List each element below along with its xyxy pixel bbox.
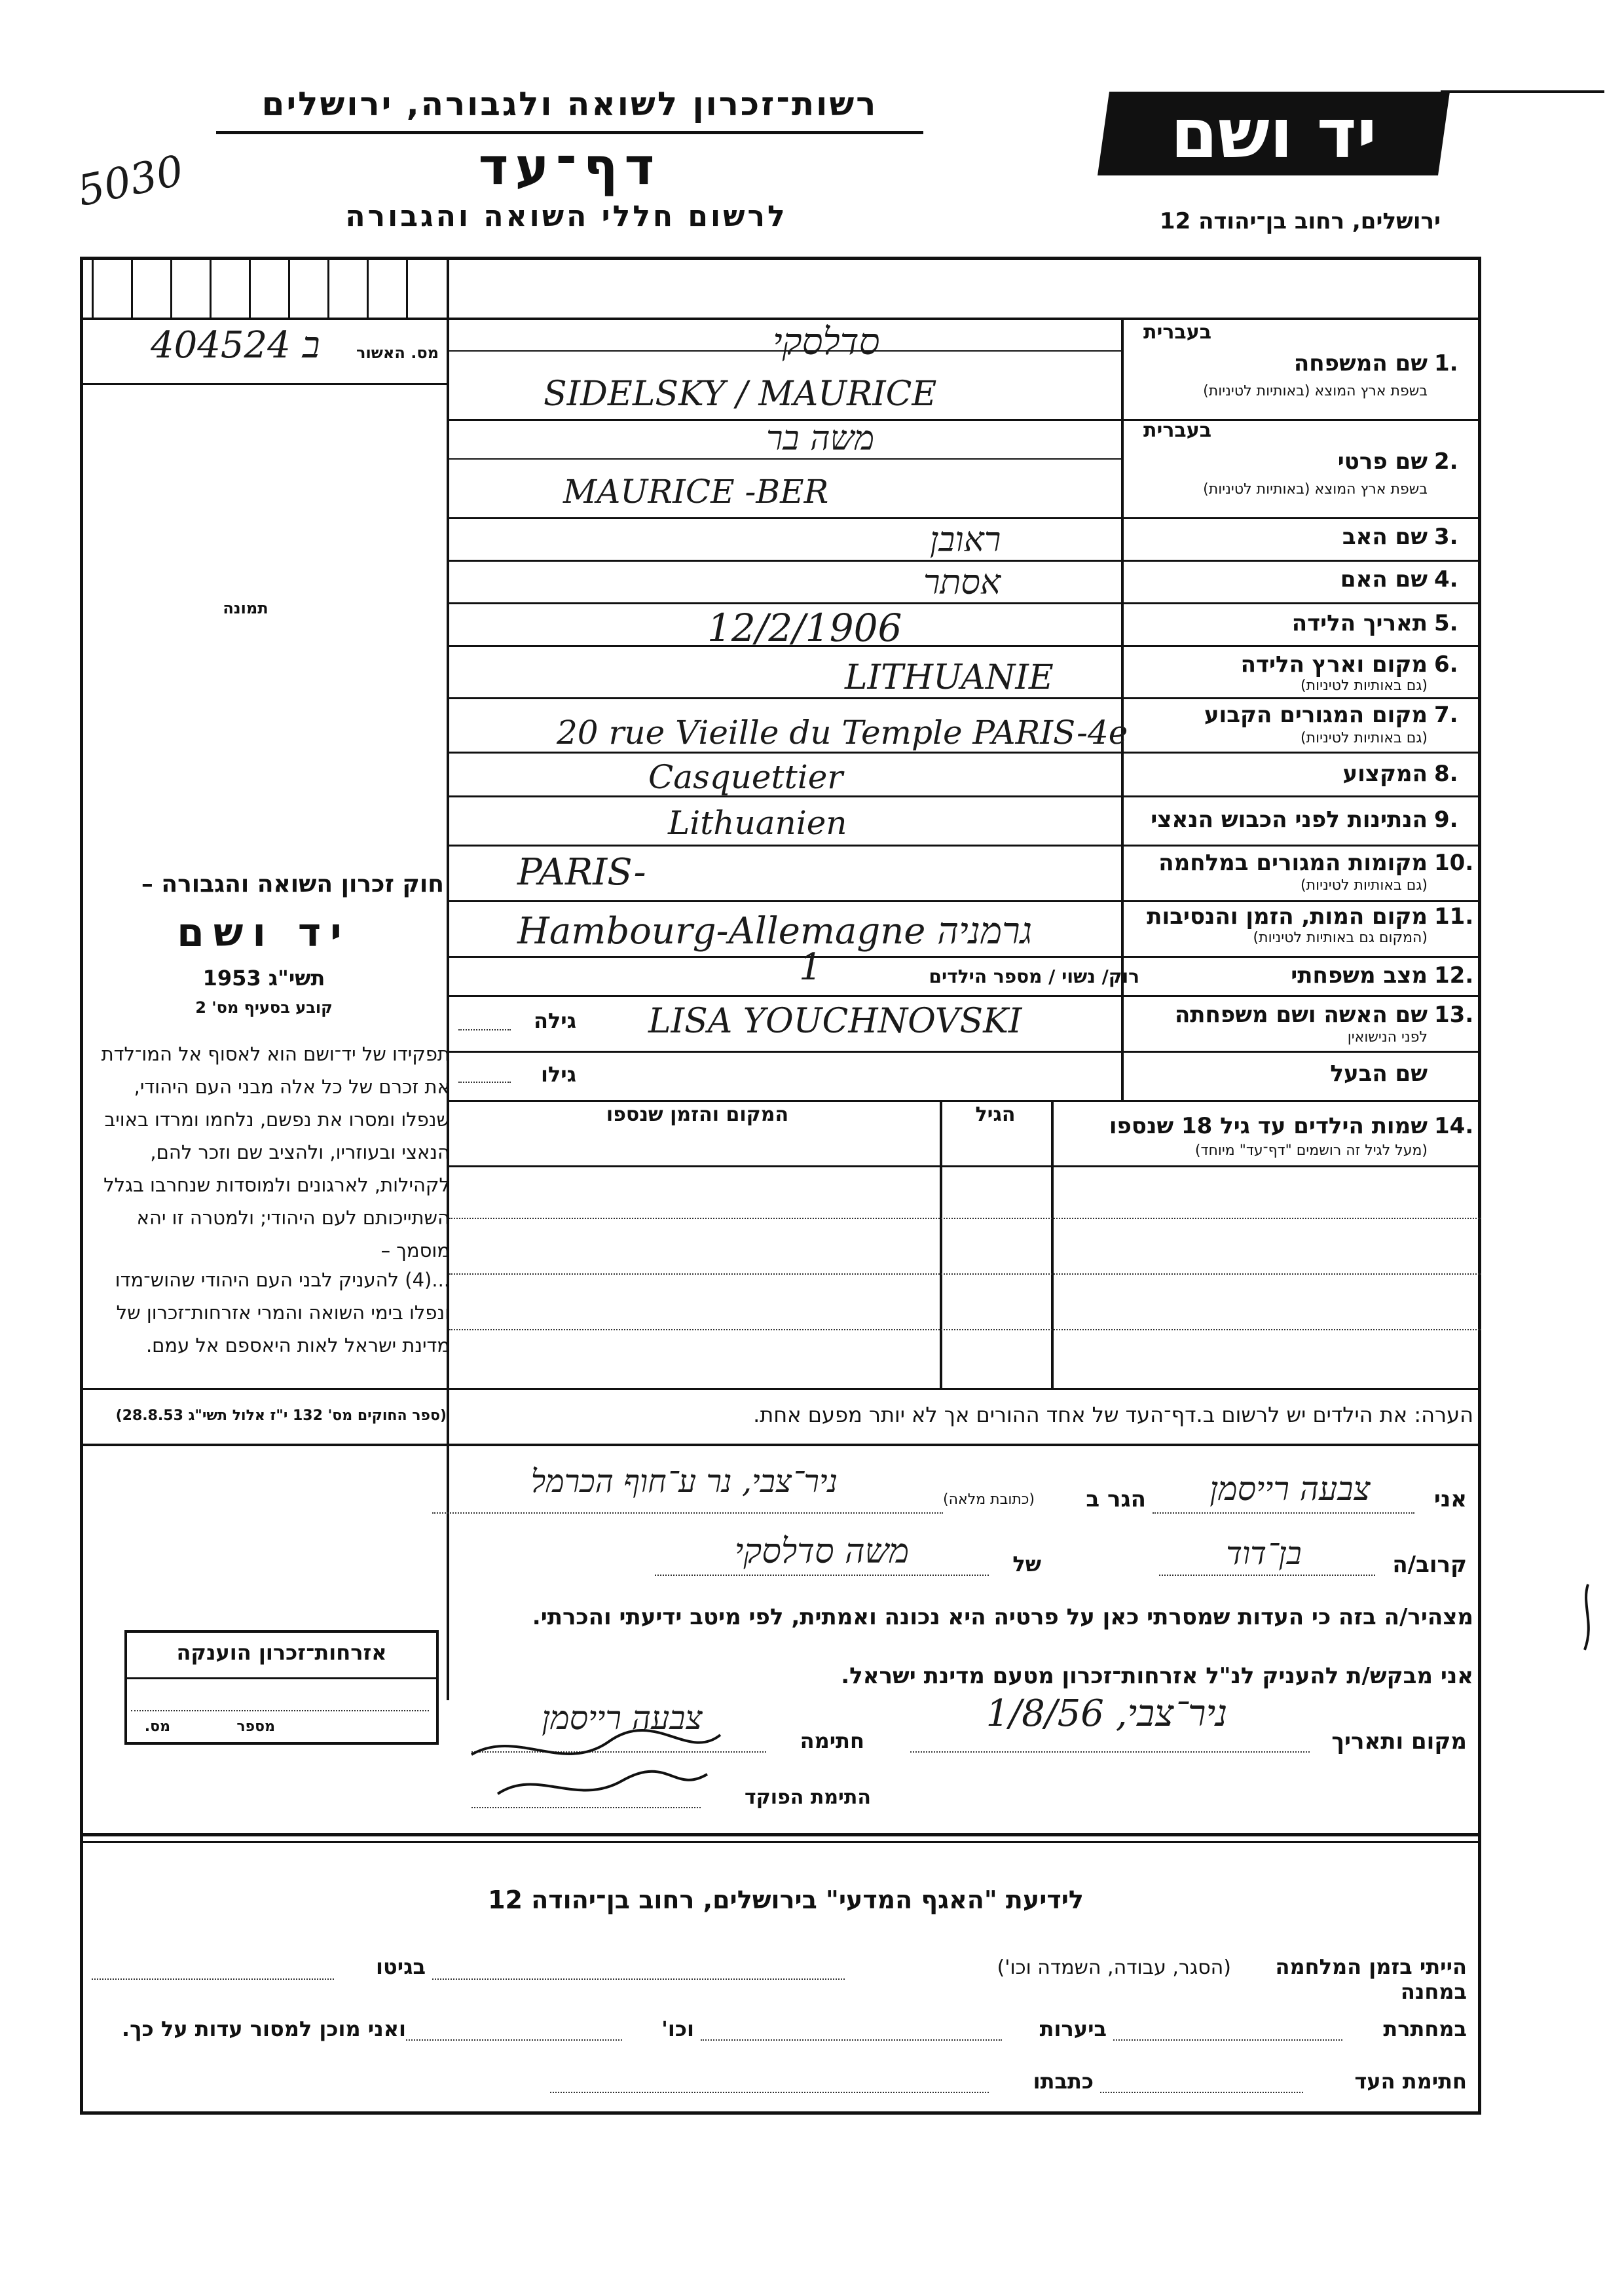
bottom-line2-c: וכו': [661, 2016, 694, 2041]
form-title: דף־עד: [478, 137, 661, 196]
row-line: [447, 602, 1481, 604]
row-13-number: 13.: [1434, 1002, 1474, 1028]
row-1-sub: בשפת ארץ המוצא (באותיות לטיניות): [1203, 383, 1428, 399]
children-row-rule: [449, 1273, 1481, 1275]
law-year: תשי"ג 1953: [202, 966, 325, 991]
row-1-prefix: בעברית: [1143, 321, 1211, 344]
children-col-divider: [1051, 1100, 1054, 1388]
row-11-label: מקום המות, הזמן והנסיבות: [1147, 903, 1428, 930]
row-8-label: המקצוע: [1342, 761, 1428, 787]
row-12-sub: רוק/ נשוי / מספר הילדים: [929, 966, 1139, 987]
row-2-prefix: בעברית: [1143, 419, 1211, 442]
row-line: [447, 995, 1481, 997]
row-3-value: ראובן: [930, 520, 1001, 560]
stamp-dots: [131, 1710, 429, 1711]
row-line: [447, 517, 1481, 519]
row-1-number: 1.: [1434, 350, 1458, 376]
decl-name-value: צבעה רייסמן: [1209, 1470, 1371, 1508]
row-line: [447, 752, 1481, 754]
row-11-value: Hambourg-Allemagne גרמניה: [517, 910, 1033, 953]
bottom-line2-a: במחתרת: [1383, 2016, 1467, 2041]
bottom-forests-field[interactable]: [701, 2039, 1002, 2041]
authority-underline: [216, 131, 923, 134]
row-13-label: שם האשה ושם משפחתה: [1174, 1002, 1428, 1028]
row-9-value: Lithuanien: [668, 804, 847, 842]
form-subtitle: לרשום חללי השואה והגבורה: [345, 200, 788, 233]
row-10-label: מקומות המגורים במלחמה: [1158, 850, 1428, 876]
decl-of-label: של: [1012, 1552, 1041, 1576]
children-col-place: המקום והזמן שנספו: [606, 1103, 789, 1126]
margin-mark: [1568, 1578, 1608, 1669]
row-line: [447, 1100, 1481, 1102]
row-1-value-hebrew: סדלסקי: [773, 321, 880, 363]
law-title: חוק זכרון השואה והגבורה –: [141, 871, 444, 898]
row-line: [447, 560, 1481, 562]
decl-signature-label: חתימה: [800, 1728, 864, 1753]
stamp-number-label: מספר: [236, 1719, 275, 1735]
top-strip-divider: [80, 318, 1481, 320]
row-10-sub: (גם באותיות לטיניות): [1301, 877, 1428, 894]
row-line: [447, 645, 1481, 647]
bottom-line2-end: ואני מוכן למסור עדות על כך.: [121, 2016, 406, 2041]
row-6-number: 6.: [1434, 651, 1458, 678]
bottom-underground-field[interactable]: [1113, 2039, 1342, 2041]
stamp-title: אזרחות־זכרון הוענקה: [176, 1640, 387, 1665]
bottom-rule-2: [80, 1841, 1481, 1843]
yad-vashem-logo-text: יד ושם: [1170, 94, 1377, 173]
row-12-label: מצב משפחתי: [1291, 962, 1428, 989]
decl-signature-value: צבעה רייסמן: [542, 1699, 703, 1737]
decl-relation-field[interactable]: [1159, 1575, 1375, 1576]
stamp-number-suffix: מס.: [144, 1719, 170, 1735]
law-citation: (ספר החוקים מס' 132 י"ז אלול תשי"ג 28.8.53): [115, 1408, 447, 1424]
bottom-ghetto-field[interactable]: [92, 1978, 334, 1980]
bottom-etc-field[interactable]: [406, 2039, 622, 2041]
signature-scribble: [458, 1715, 733, 1813]
box-divider: [327, 257, 329, 318]
decl-address-value: ניר־צבי, נר ע־חוף הכרמל: [530, 1463, 838, 1500]
row-6-sub: (גם באותיות לטיניות): [1301, 678, 1428, 694]
row-7-value: 20 rue Vieille du Temple PARIS-4e: [557, 714, 1128, 752]
row-11-sub: (המקום גם באותיות לטיניות): [1253, 930, 1428, 946]
handwritten-reference-number: 5030: [73, 146, 188, 217]
row-8-number: 8.: [1434, 761, 1458, 787]
row-line: [447, 795, 1481, 797]
box-divider: [288, 257, 290, 318]
bottom-witness-address-field[interactable]: [550, 2092, 989, 2093]
cert-number-rule: [80, 383, 447, 385]
children-row-rule: [449, 1329, 1481, 1330]
box-divider: [210, 257, 212, 318]
bottom-title: לידיעת "האגף המדעי" בירושלים, רחוב בן־יהודה 12: [488, 1886, 1084, 1914]
row-4-number: 4.: [1434, 566, 1458, 592]
row-2-number: 2.: [1434, 448, 1458, 475]
box-divider: [131, 257, 133, 318]
bottom-camp-field[interactable]: [432, 1978, 845, 1980]
bottom-rule-1: [80, 1833, 1481, 1836]
decl-place-date-label: מקום ותאריך: [1331, 1728, 1467, 1755]
children-note: הערה: את הילדים יש לרשום ב.דף־העד של אחד ההורים אך לא יותר מפעם אחת.: [753, 1402, 1473, 1427]
husband-age-field[interactable]: [458, 1082, 511, 1083]
bottom-line3-b: כתבתו: [1033, 2069, 1094, 2094]
row-5-number: 5.: [1434, 610, 1458, 636]
decl-address-hint: (כתובת מלאה): [943, 1491, 1035, 1508]
decl-resident-label: הגר ב: [1086, 1486, 1146, 1512]
law-clause: קובע בסעיף מס' 2: [195, 998, 333, 1017]
bottom-line3-a: חתימת העד: [1354, 2069, 1467, 2094]
row-line: [447, 956, 1481, 958]
logo-rule: [1441, 90, 1604, 93]
row-3-number: 3.: [1434, 524, 1458, 550]
bottom-line1-hint: (הסגר, עבודה, השמדה וכו'): [997, 1956, 1231, 1979]
row-3-label: שם האב: [1342, 524, 1428, 550]
decl-officer-signature-field[interactable]: [471, 1807, 701, 1808]
box-divider: [249, 257, 251, 318]
decl-relation-value: בן־דוד: [1226, 1535, 1302, 1572]
row-line: [447, 900, 1481, 902]
box-divider: [92, 257, 94, 318]
row-10-value: PARIS-: [517, 851, 646, 894]
row-2-value-hebrew: משה בר: [766, 419, 875, 458]
row-5-value: 12/2/1906: [707, 606, 902, 650]
box-divider: [367, 257, 369, 318]
children-col-age: הגיל: [975, 1103, 1016, 1126]
photo-label: תמונה: [223, 599, 268, 617]
decl-place-date-field[interactable]: [910, 1751, 1310, 1753]
row-1-value-latin: SIDELSKY / MAURICE: [544, 374, 937, 414]
note-rule: [80, 1444, 1481, 1446]
row-2-value-latin: MAURICE -BER: [563, 473, 829, 511]
law-box-rule: [80, 1388, 449, 1390]
children-label: שמות הילדים עד גיל 18 שנספו: [1109, 1113, 1428, 1139]
row-line: [447, 458, 1121, 460]
row-4-label: שם האם: [1340, 566, 1428, 592]
decl-of-value: משה סדלסקי: [734, 1532, 910, 1571]
row-9-label: הנתינות לפני הכבוש הנאצי: [1151, 807, 1428, 833]
decl-officer-signature-label: התימת הפוקד: [745, 1786, 871, 1809]
row-13-value: LISA YOUCHNOVSKI: [648, 1002, 1022, 1041]
decl-place-date-value: ניר־צבי, 1/8/56: [986, 1692, 1228, 1735]
row-6-label: מקום וארץ הלידה: [1240, 651, 1428, 678]
decl-address-field[interactable]: [432, 1512, 943, 1514]
bottom-line1-label: הייתי בזמן המלחמה במחנה: [1275, 1954, 1467, 2004]
row-12-number: 12.: [1434, 962, 1474, 989]
row-7-sub: (גם באותיות לטיניות): [1301, 730, 1428, 746]
row-line: [447, 419, 1481, 421]
address: ירושלים, רחוב בן־יהודה 12: [1159, 208, 1441, 234]
row-6-value: LITHUANIE: [845, 658, 1054, 697]
decl-request: אני מבקש/ת להעניק לנ"ל אזרחות־זכרון מטעם מדינת ישראל.: [841, 1663, 1473, 1689]
children-number: 14.: [1434, 1113, 1474, 1139]
bottom-line2-b: ביערות: [1039, 2016, 1107, 2041]
row-1-label: שם המשפחה: [1293, 350, 1428, 376]
row-7-label: מקום המגורים הקבוע: [1204, 702, 1428, 728]
husband-label: שם הבעל: [1330, 1061, 1428, 1087]
row-line: [447, 1051, 1481, 1053]
law-name: יד ושם: [177, 910, 351, 956]
decl-relative-label: קרוב/ה: [1392, 1552, 1467, 1578]
children-sub: (מעל לגיל זה רושמים "דף־עד" מיוחד): [1194, 1142, 1428, 1159]
law-text-2: ...(4) להעניק לבני העם היהודי שהוש־מדו ונפלו בימי השואה והמרי אזרחות־זכרון של מדינת ישראל לאות היאספם אל עמם.: [115, 1269, 450, 1357]
row-13-sub: לפני הנישואין: [1347, 1029, 1428, 1046]
decl-name-field[interactable]: [1153, 1512, 1414, 1514]
decl-statement: מצהיר/ה בזה כי העדות שמסרתי כאן על פרטיה היא נכונה ואמתית, לפי מיטב ידיעתי והכרתי.: [532, 1604, 1473, 1630]
row-line: [447, 845, 1481, 847]
row-13-age-label: גילה: [533, 1008, 576, 1033]
law-text-1: תפקידו של יד־ושם הוא לאסוף אל המו־לדת את זכרם של כל אלה מבני העם היהודי, שנפלו ומסרו את נפשם, נלחמו ומרדו באויב הנאצי ובעוזריו, ולהציב שם וזכר להם, לקהילות, לארגונים ולמוסדות שנחרבו בגלל השתייכותם לעם היהודי; ולמטרה זו יהא מוסמך –: [101, 1043, 450, 1262]
children-bottom-rule: [447, 1388, 1481, 1390]
row-11-number: 11.: [1434, 903, 1474, 930]
stamp-rule: [127, 1677, 436, 1679]
row-4-value: אסתר: [923, 563, 1001, 602]
row-line: [447, 697, 1481, 699]
row-2-label: שם פרטי: [1337, 448, 1428, 475]
row-5-label: תאריך הלידה: [1291, 610, 1428, 636]
row-12-value: 1: [799, 946, 822, 989]
box-divider: [406, 257, 408, 318]
row-10-number: 10.: [1434, 850, 1474, 876]
row-2-sub: בשפת ארץ המוצא (באותיות לטיניות): [1203, 481, 1428, 498]
wife-age-field[interactable]: [458, 1029, 511, 1030]
decl-ani-label: אני: [1433, 1486, 1467, 1512]
children-col-divider: [940, 1100, 942, 1388]
cert-number-label: מס. האשור: [356, 344, 439, 362]
bottom-line1-end: בגיטו: [376, 1954, 426, 1979]
box-divider: [170, 257, 172, 318]
cert-number-value: 404524 ב: [151, 324, 320, 367]
row-9-number: 9.: [1434, 807, 1458, 833]
children-header-rule: [447, 1165, 1481, 1167]
authority-name: רשות־זכרון לשואה ולגבורה, ירושלים: [261, 85, 878, 123]
row-7-number: 7.: [1434, 702, 1458, 728]
children-row-rule: [449, 1218, 1481, 1219]
husband-age-label: גילו: [540, 1062, 576, 1087]
bottom-witness-signature-field[interactable]: [1100, 2092, 1303, 2093]
decl-of-field[interactable]: [655, 1575, 989, 1576]
row-8-value: Casquettier: [648, 758, 843, 796]
